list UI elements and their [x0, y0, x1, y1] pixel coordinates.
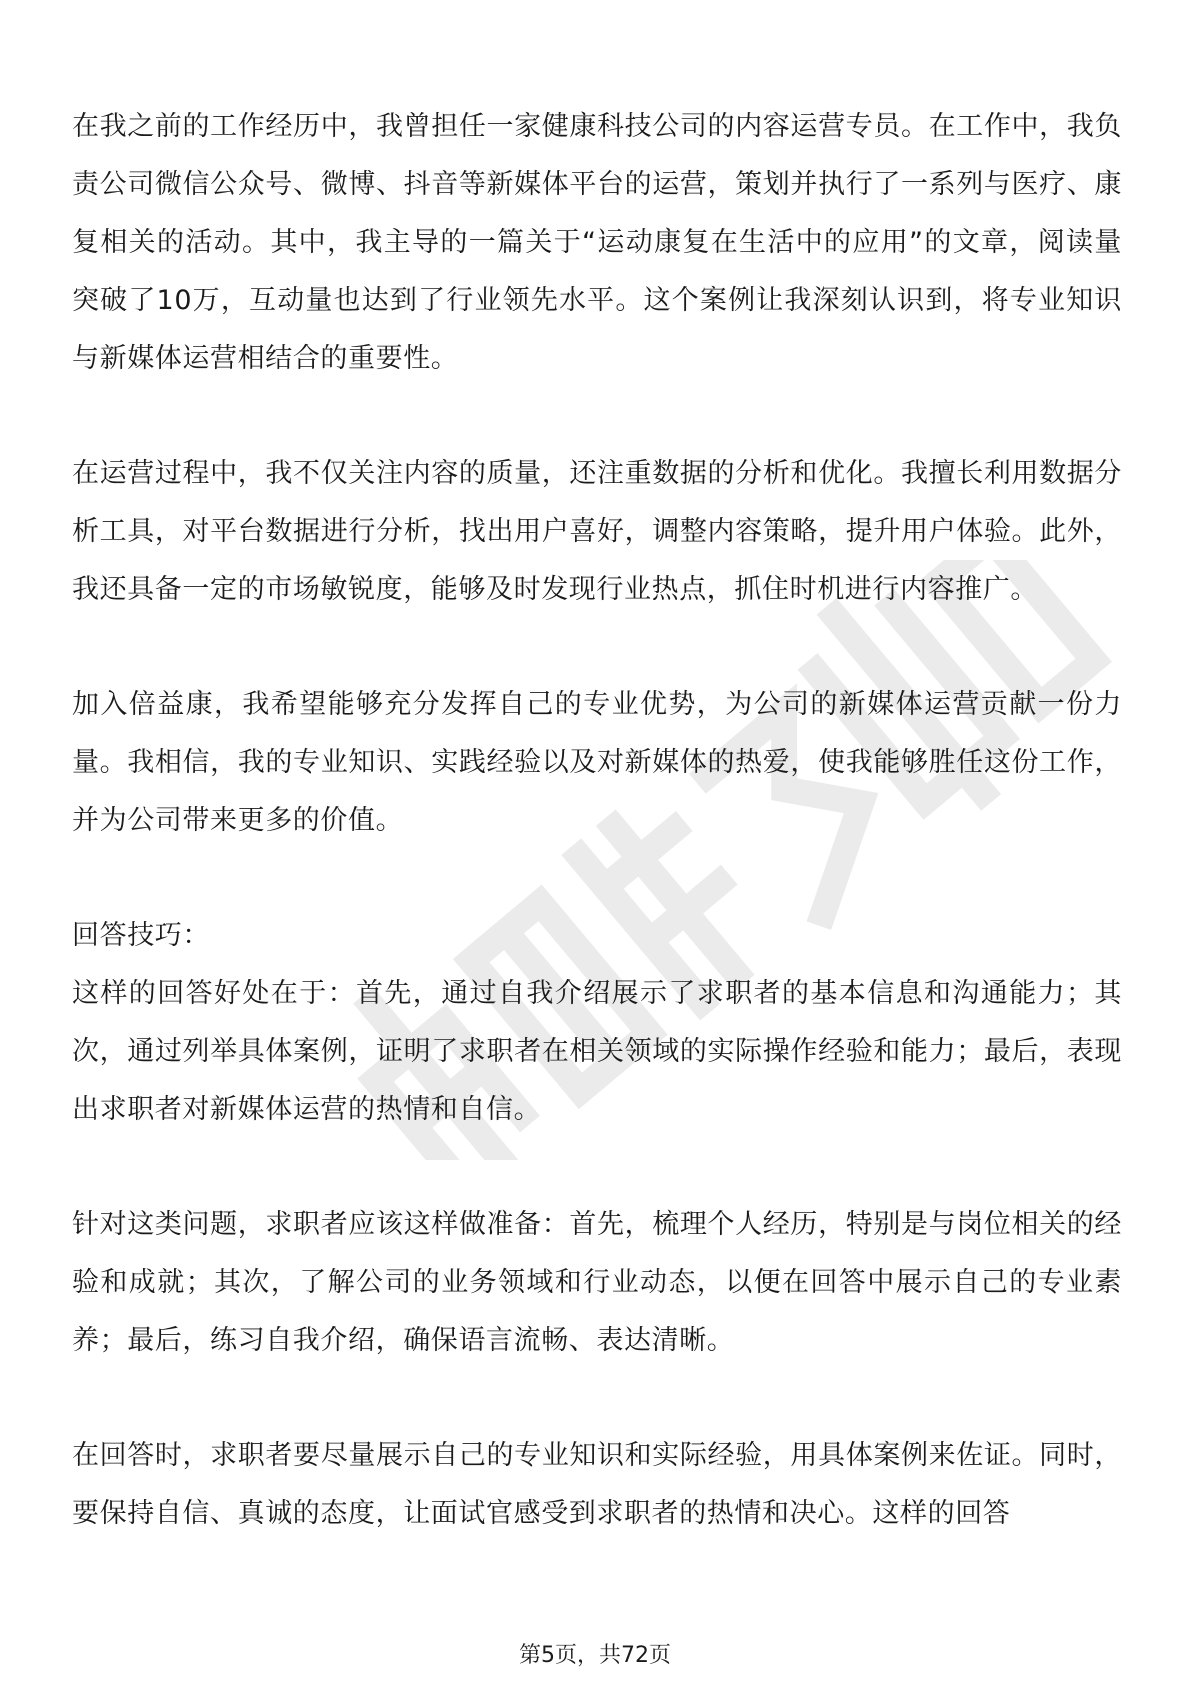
paragraph-operations: 在运营过程中，我不仅关注内容的质量，还注重数据的分析和优化。我擅长利用数据分析工具，对平台数据进行分析，找出用户喜好，调整内容策略，提升用户体验。此外，我还具备一定的市场敏锐度，能够及时发现行业热点，抓住时机进行内容推广。: [72, 458, 1122, 605]
paragraph-tips-preparation: 针对这类问题，求职者应该这样做准备：首先，梳理个人经历，特别是与岗位相关的经验和成就；其次，了解公司的业务领域和行业动态，以便在回答中展示自己的专业素养；最后，练习自我介绍，确保语言流畅、表达清晰。: [72, 1209, 1122, 1356]
paragraph-tips-delivery: 在回答时，求职者要尽量展示自己的专业知识和实际经验，用具体案例来佐证。同时，要保持自信、真诚的态度，让面试官感受到求职者的热情和决心。这样的回答: [72, 1440, 1122, 1529]
document-body: [72, 98, 1122, 1543]
paragraph-tips-benefits: 这样的回答好处在于：首先，通过自我介绍展示了求职者的基本信息和沟通能力；其次，通过列举具体案例，证明了求职者在相关领域的实际操作经验和能力；最后，表现出求职者对新媒体运营的热情和自信。: [72, 978, 1122, 1125]
paragraph-experience: 在我之前的工作经历中，我曾担任一家健康科技公司的内容运营专员。在工作中，我负责公司微信公众号、微博、抖音等新媒体平台的运营，策划并执行了一系列与医疗、康复相关的活动。其中，我主导的一篇关于“运动康复在生活中的应用”的文章，阅读量突破了10万，互动量也达到了行业领先水平。这个案例让我深刻认识到，将专业知识与新媒体运营相结合的重要性。: [72, 111, 1122, 374]
tips-heading: 回答技巧：: [72, 920, 210, 951]
paragraph-motivation: 加入倍益康，我希望能够充分发挥自己的专业优势，为公司的新媒体运营贡献一份力量。我相信，我的专业知识、实践经验以及对新媒体的热爱，使我能够胜任这份工作，并为公司带来更多的价值。: [72, 689, 1122, 836]
page-number: 第5页，共72页: [519, 1643, 671, 1668]
